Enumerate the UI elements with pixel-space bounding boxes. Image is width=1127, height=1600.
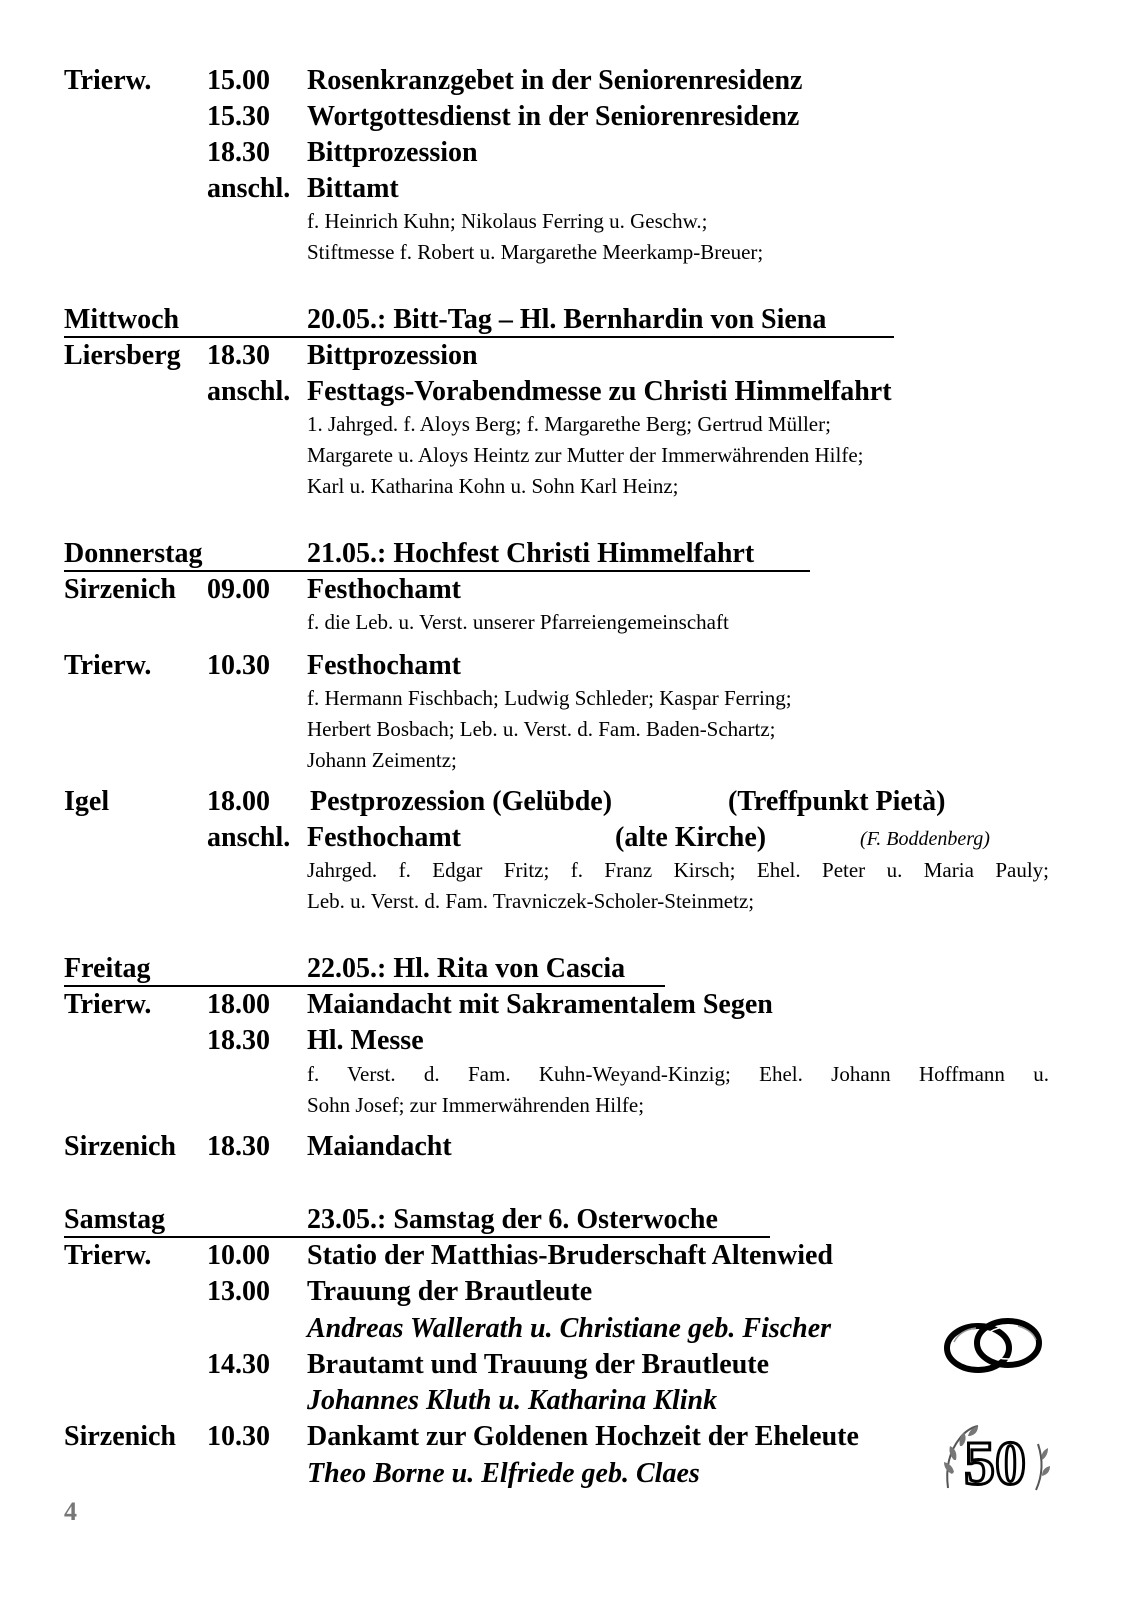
event-title: Wortgottesdienst in der Seniorenresidenz bbox=[307, 101, 800, 132]
location-label: Liersberg bbox=[64, 340, 181, 371]
time-label: 13.00 bbox=[207, 1276, 270, 1307]
day-title: 21.05.: Hochfest Christi Himmelfahrt bbox=[307, 538, 755, 569]
location-label: Trierw. bbox=[64, 65, 152, 96]
day-heading: Freitag bbox=[64, 953, 151, 984]
heading-underline bbox=[64, 570, 810, 572]
intention-note: f. Hermann Fischbach; Ludwig Schleder; Kaspar Ferring; bbox=[307, 686, 792, 710]
heading-underline bbox=[64, 1236, 770, 1238]
intention-note: Jahrged. f. Edgar Fritz; f. Franz Kirsch; Ehel. Peter u. Maria Pauly; bbox=[307, 858, 1049, 882]
time-label: 18.00 bbox=[207, 786, 270, 817]
golden-50-icon bbox=[938, 1418, 1052, 1498]
event-title: Hl. Messe bbox=[307, 1025, 424, 1056]
event-title: Bittamt bbox=[307, 173, 399, 204]
location-label: Trierw. bbox=[64, 1240, 152, 1271]
intention-note: Margarete u. Aloys Heintz zur Mutter der Immerwährenden Hilfe; bbox=[307, 443, 864, 467]
intention-note: Karl u. Katharina Kohn u. Sohn Karl Heinz; bbox=[307, 474, 679, 498]
venue-note: (alte Kirche) bbox=[615, 822, 767, 853]
event-title: Statio der Matthias-Bruderschaft Altenwied bbox=[307, 1240, 833, 1271]
time-label: anschl. bbox=[207, 376, 291, 407]
intention-note: Johann Zeimentz; bbox=[307, 748, 457, 772]
intention-note: Herbert Bosbach; Leb. u. Verst. d. Fam. Baden-Schartz; bbox=[307, 717, 776, 741]
time-label: 18.30 bbox=[207, 1025, 270, 1056]
intention-note: 1. Jahrged. f. Aloys Berg; f. Margarethe Berg; Gertrud Müller; bbox=[307, 412, 831, 436]
day-title: 23.05.: Samstag der 6. Osterwoche bbox=[307, 1204, 718, 1235]
time-label: 15.00 bbox=[207, 65, 270, 96]
event-title: Bittprozession bbox=[307, 340, 478, 371]
event-title: Festhochamt bbox=[307, 822, 461, 853]
event-title: Bittprozession bbox=[307, 137, 478, 168]
event-title: Maiandacht mit Sakramentalem Segen bbox=[307, 989, 773, 1020]
time-label: 18.00 bbox=[207, 989, 270, 1020]
time-label: anschl. bbox=[207, 173, 291, 204]
meeting-point: (Treffpunkt Pietà) bbox=[728, 786, 946, 817]
intention-note: Leb. u. Verst. d. Fam. Travniczek-Scholer-Steinmetz; bbox=[307, 889, 755, 913]
intention-note: Stiftmesse f. Robert u. Margarethe Meerkamp-Breuer; bbox=[307, 240, 764, 264]
day-title: 20.05.: Bitt-Tag – Hl. Bernhardin von Siena bbox=[307, 304, 827, 335]
event-title: Dankamt zur Goldenen Hochzeit der Eheleute bbox=[307, 1421, 859, 1452]
event-title: Festtags-Vorabendmesse zu Christi Himmelfahrt bbox=[307, 376, 892, 407]
event-title: Maiandacht bbox=[307, 1131, 452, 1162]
event-title: Pestprozession (Gelübde) bbox=[310, 786, 613, 817]
time-label: 14.30 bbox=[207, 1349, 270, 1380]
intention-note: Sohn Josef; zur Immerwährenden Hilfe; bbox=[307, 1093, 645, 1117]
page-number: 4 bbox=[64, 1497, 77, 1526]
day-heading: Samstag bbox=[64, 1204, 166, 1235]
day-title: 22.05.: Hl. Rita von Cascia bbox=[307, 953, 626, 984]
intention-note: f. die Leb. u. Verst. unserer Pfarreiengemeinschaft bbox=[307, 610, 729, 634]
day-heading: Donnerstag bbox=[64, 538, 203, 569]
couple-names: Theo Borne u. Elfriede geb. Claes bbox=[307, 1458, 700, 1489]
time-label: 18.30 bbox=[207, 137, 270, 168]
day-heading: Mittwoch bbox=[64, 304, 180, 335]
time-label: 15.30 bbox=[207, 101, 270, 132]
wedding-rings-icon bbox=[940, 1312, 1045, 1380]
location-label: Sirzenich bbox=[64, 574, 176, 605]
location-label: Igel bbox=[64, 786, 110, 817]
time-label: 10.30 bbox=[207, 650, 270, 681]
heading-underline bbox=[64, 336, 894, 338]
location-label: Trierw. bbox=[64, 989, 152, 1020]
event-title: Festhochamt bbox=[307, 650, 461, 681]
location-label: Trierw. bbox=[64, 650, 152, 681]
heading-underline bbox=[64, 985, 665, 987]
celebrant-note: (F. Boddenberg) bbox=[860, 828, 990, 850]
intention-note: f. Verst. d. Fam. Kuhn-Weyand-Kinzig; Ehel. Johann Hoffmann u. bbox=[307, 1062, 1049, 1086]
time-label: 10.00 bbox=[207, 1240, 270, 1271]
intention-note: f. Heinrich Kuhn; Nikolaus Ferring u. Geschw.; bbox=[307, 209, 708, 233]
time-label: 09.00 bbox=[207, 574, 270, 605]
golden-50-label: 50 bbox=[964, 1430, 1026, 1498]
event-title: Trauung der Brautleute bbox=[307, 1276, 593, 1307]
location-label: Sirzenich bbox=[64, 1421, 176, 1452]
event-title: Rosenkranzgebet in der Seniorenresidenz bbox=[307, 65, 803, 96]
couple-names: Andreas Wallerath u. Christiane geb. Fischer bbox=[307, 1313, 832, 1344]
couple-names: Johannes Kluth u. Katharina Klink bbox=[307, 1385, 718, 1416]
time-label: anschl. bbox=[207, 822, 291, 853]
time-label: 10.30 bbox=[207, 1421, 270, 1452]
location-label: Sirzenich bbox=[64, 1131, 176, 1162]
time-label: 18.30 bbox=[207, 1131, 270, 1162]
event-title: Brautamt und Trauung der Brautleute bbox=[307, 1349, 770, 1380]
event-title: Festhochamt bbox=[307, 574, 461, 605]
time-label: 18.30 bbox=[207, 340, 270, 371]
